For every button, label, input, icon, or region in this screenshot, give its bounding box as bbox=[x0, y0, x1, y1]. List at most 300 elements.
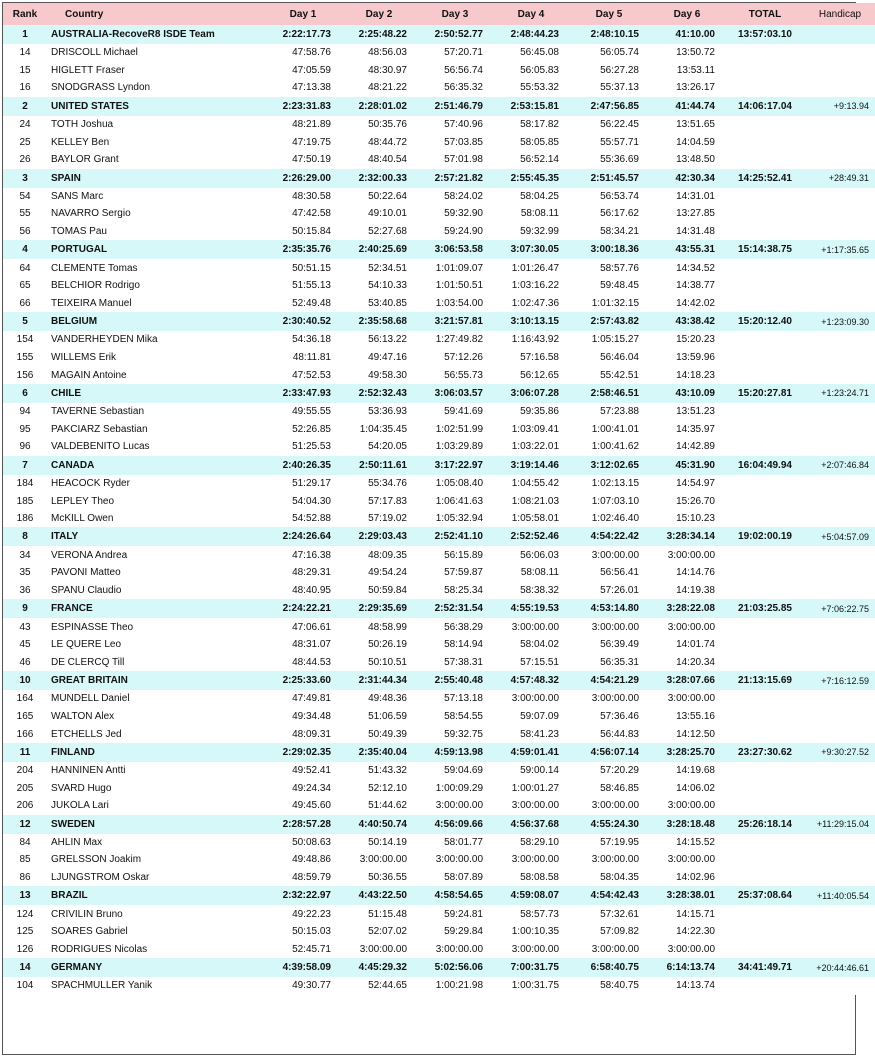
rider-name: CLEMENTE Tomas bbox=[47, 259, 265, 277]
rider-day-6: 15:20.23 bbox=[649, 331, 725, 349]
team-day-1: 2:28:57.28 bbox=[265, 815, 341, 834]
rider-day-1: 50:15.03 bbox=[265, 923, 341, 941]
rider-handicap bbox=[805, 923, 875, 941]
rider-day-2: 48:09.35 bbox=[341, 546, 417, 564]
team-row bbox=[3, 671, 875, 690]
rider-total bbox=[725, 366, 805, 384]
rider-day-6: 14:19.38 bbox=[649, 582, 725, 600]
rider-day-4: 1:05:58.01 bbox=[493, 510, 569, 528]
team-handicap bbox=[805, 25, 875, 44]
team-total: 21:13:15.69 bbox=[725, 671, 805, 690]
rider-day-2: 48:56.03 bbox=[341, 44, 417, 62]
rider-handicap bbox=[805, 779, 875, 797]
rider-number: 36 bbox=[3, 582, 47, 600]
team-day-5: 4:53:14.80 bbox=[569, 599, 649, 618]
rider-name: RODRIGUES Nicolas bbox=[47, 941, 265, 959]
rider-name: SPACHMULLER Yanik bbox=[47, 977, 265, 995]
header-day-4: Day 4 bbox=[493, 3, 569, 25]
rider-day-3: 58:01.77 bbox=[417, 834, 493, 852]
rider-total bbox=[725, 62, 805, 80]
rider-number: 164 bbox=[3, 690, 47, 708]
rider-total bbox=[725, 349, 805, 367]
team-handicap: +9:13.94 bbox=[805, 97, 875, 116]
team-handicap: +2:07:46.84 bbox=[805, 456, 875, 475]
team-rank: 6 bbox=[3, 384, 47, 403]
rider-day-1: 49:45.60 bbox=[265, 797, 341, 815]
rider-day-2: 53:36.93 bbox=[341, 403, 417, 421]
rider-total bbox=[725, 653, 805, 671]
rider-number: 104 bbox=[3, 977, 47, 995]
rider-day-3: 59:32.90 bbox=[417, 205, 493, 223]
rider-total bbox=[725, 797, 805, 815]
team-day-3: 4:58:54.65 bbox=[417, 886, 493, 905]
rider-day-1: 51:55.13 bbox=[265, 277, 341, 295]
team-rank: 12 bbox=[3, 815, 47, 834]
rider-row bbox=[3, 564, 875, 582]
team-row bbox=[3, 97, 875, 116]
team-day-4: 7:00:31.75 bbox=[493, 958, 569, 977]
rider-day-4: 55:53.32 bbox=[493, 79, 569, 97]
rider-handicap bbox=[805, 797, 875, 815]
rider-number: 16 bbox=[3, 79, 47, 97]
rider-day-6: 14:04.59 bbox=[649, 133, 725, 151]
rider-day-2: 52:12.10 bbox=[341, 779, 417, 797]
rider-day-2: 49:10.01 bbox=[341, 205, 417, 223]
rider-row bbox=[3, 475, 875, 493]
team-rank: 1 bbox=[3, 25, 47, 44]
team-day-4: 2:52:52.46 bbox=[493, 527, 569, 546]
rider-day-3: 1:00:21.98 bbox=[417, 977, 493, 995]
rider-day-2: 48:44.72 bbox=[341, 133, 417, 151]
rider-handicap bbox=[805, 851, 875, 869]
rider-day-1: 48:29.31 bbox=[265, 564, 341, 582]
rider-day-6: 3:00:00.00 bbox=[649, 618, 725, 636]
rider-day-3: 59:24.90 bbox=[417, 223, 493, 241]
rider-day-4: 1:16:43.92 bbox=[493, 331, 569, 349]
rider-handicap bbox=[805, 133, 875, 151]
team-day-1: 2:25:33.60 bbox=[265, 671, 341, 690]
team-total: 34:41:49.71 bbox=[725, 958, 805, 977]
rider-row bbox=[3, 510, 875, 528]
team-total: 25:26:18.14 bbox=[725, 815, 805, 834]
rider-total bbox=[725, 492, 805, 510]
team-day-2: 2:25:48.22 bbox=[341, 25, 417, 44]
rider-total bbox=[725, 295, 805, 313]
team-day-2: 2:50:11.61 bbox=[341, 456, 417, 475]
rider-row bbox=[3, 205, 875, 223]
rider-handicap bbox=[805, 403, 875, 421]
team-day-5: 2:58:46.51 bbox=[569, 384, 649, 403]
rider-day-2: 52:27.68 bbox=[341, 223, 417, 241]
rider-total bbox=[725, 618, 805, 636]
rider-handicap bbox=[805, 349, 875, 367]
rider-name: BELCHIOR Rodrigo bbox=[47, 277, 265, 295]
rider-day-6: 3:00:00.00 bbox=[649, 851, 725, 869]
team-total: 19:02:00.19 bbox=[725, 527, 805, 546]
rider-day-3: 58:54.55 bbox=[417, 708, 493, 726]
rider-day-4: 58:41.23 bbox=[493, 725, 569, 743]
rider-day-4: 1:00:31.75 bbox=[493, 977, 569, 995]
header-day-2: Day 2 bbox=[341, 3, 417, 25]
rider-day-5: 57:09.82 bbox=[569, 923, 649, 941]
rider-day-5: 55:36.69 bbox=[569, 151, 649, 169]
rider-day-3: 56:56.74 bbox=[417, 62, 493, 80]
rider-day-4: 1:04:55.42 bbox=[493, 475, 569, 493]
rider-name: SNODGRASS Lyndon bbox=[47, 79, 265, 97]
team-day-6: 43:38.42 bbox=[649, 312, 725, 331]
rider-handicap bbox=[805, 475, 875, 493]
rider-day-3: 57:59.87 bbox=[417, 564, 493, 582]
rider-day-1: 49:30.77 bbox=[265, 977, 341, 995]
team-handicap: +1:23:24.71 bbox=[805, 384, 875, 403]
rider-name: VERONA Andrea bbox=[47, 546, 265, 564]
rider-day-2: 57:19.02 bbox=[341, 510, 417, 528]
rider-day-5: 55:37.13 bbox=[569, 79, 649, 97]
rider-day-4: 3:00:00.00 bbox=[493, 851, 569, 869]
rider-row bbox=[3, 295, 875, 313]
rider-day-4: 1:03:09.41 bbox=[493, 421, 569, 439]
rider-day-4: 58:57.73 bbox=[493, 905, 569, 923]
team-day-6: 3:28:34.14 bbox=[649, 527, 725, 546]
rider-day-1: 47:50.19 bbox=[265, 151, 341, 169]
rider-day-3: 56:55.73 bbox=[417, 366, 493, 384]
team-day-2: 2:28:01.02 bbox=[341, 97, 417, 116]
team-day-2: 2:31:44.34 bbox=[341, 671, 417, 690]
rider-day-6: 13:26.17 bbox=[649, 79, 725, 97]
rider-day-2: 57:17.83 bbox=[341, 492, 417, 510]
rider-day-6: 3:00:00.00 bbox=[649, 941, 725, 959]
rider-number: 126 bbox=[3, 941, 47, 959]
rider-handicap bbox=[805, 223, 875, 241]
rider-number: 56 bbox=[3, 223, 47, 241]
team-day-2: 2:35:40.04 bbox=[341, 743, 417, 762]
team-day-3: 3:06:03.57 bbox=[417, 384, 493, 403]
rider-day-4: 58:08.11 bbox=[493, 564, 569, 582]
rider-day-4: 58:04.02 bbox=[493, 636, 569, 654]
team-day-3: 2:55:40.48 bbox=[417, 671, 493, 690]
results-table-frame bbox=[2, 2, 869, 1055]
rider-day-2: 52:34.51 bbox=[341, 259, 417, 277]
rider-day-3: 57:03.85 bbox=[417, 133, 493, 151]
rider-total bbox=[725, 941, 805, 959]
rider-handicap bbox=[805, 905, 875, 923]
team-day-5: 4:56:07.14 bbox=[569, 743, 649, 762]
team-day-1: 2:22:17.73 bbox=[265, 25, 341, 44]
rider-day-3: 1:03:54.00 bbox=[417, 295, 493, 313]
rider-number: 96 bbox=[3, 438, 47, 456]
team-rank: 7 bbox=[3, 456, 47, 475]
rider-total bbox=[725, 725, 805, 743]
rider-number: 94 bbox=[3, 403, 47, 421]
team-rank: 14 bbox=[3, 958, 47, 977]
rider-total bbox=[725, 851, 805, 869]
rider-number: 184 bbox=[3, 475, 47, 493]
rider-day-6: 13:59.96 bbox=[649, 349, 725, 367]
team-country: PORTUGAL bbox=[47, 240, 265, 259]
rider-day-2: 48:21.22 bbox=[341, 79, 417, 97]
team-day-3: 2:57:21.82 bbox=[417, 169, 493, 188]
rider-row bbox=[3, 492, 875, 510]
rider-day-2: 54:20.05 bbox=[341, 438, 417, 456]
team-day-6: 3:28:18.48 bbox=[649, 815, 725, 834]
rider-number: 205 bbox=[3, 779, 47, 797]
rider-day-3: 57:20.71 bbox=[417, 44, 493, 62]
rider-handicap bbox=[805, 259, 875, 277]
team-rank: 2 bbox=[3, 97, 47, 116]
team-day-2: 2:32:00.33 bbox=[341, 169, 417, 188]
rider-total bbox=[725, 331, 805, 349]
rider-handicap bbox=[805, 277, 875, 295]
team-day-6: 41:10.00 bbox=[649, 25, 725, 44]
rider-name: KELLEY Ben bbox=[47, 133, 265, 151]
team-row bbox=[3, 958, 875, 977]
rider-number: 64 bbox=[3, 259, 47, 277]
rider-day-4: 1:00:01.27 bbox=[493, 779, 569, 797]
rider-day-2: 50:35.76 bbox=[341, 116, 417, 134]
team-day-2: 2:29:35.69 bbox=[341, 599, 417, 618]
rider-total bbox=[725, 708, 805, 726]
rider-day-4: 1:00:10.35 bbox=[493, 923, 569, 941]
rider-number: 154 bbox=[3, 331, 47, 349]
rider-day-5: 1:00:41.62 bbox=[569, 438, 649, 456]
rider-day-2: 52:07.02 bbox=[341, 923, 417, 941]
rider-day-4: 59:00.14 bbox=[493, 762, 569, 780]
rider-handicap bbox=[805, 421, 875, 439]
rider-number: 95 bbox=[3, 421, 47, 439]
rider-handicap bbox=[805, 116, 875, 134]
rider-number: 185 bbox=[3, 492, 47, 510]
rider-day-1: 47:42.58 bbox=[265, 205, 341, 223]
rider-day-5: 56:27.28 bbox=[569, 62, 649, 80]
rider-day-6: 14:31.48 bbox=[649, 223, 725, 241]
rider-day-6: 14:01.74 bbox=[649, 636, 725, 654]
rider-number: 54 bbox=[3, 188, 47, 206]
rider-day-1: 47:06.61 bbox=[265, 618, 341, 636]
team-day-5: 6:58:40.75 bbox=[569, 958, 649, 977]
rider-day-3: 1:27:49.82 bbox=[417, 331, 493, 349]
rider-number: 35 bbox=[3, 564, 47, 582]
rider-day-2: 51:43.32 bbox=[341, 762, 417, 780]
team-row bbox=[3, 384, 875, 403]
team-day-4: 3:07:30.05 bbox=[493, 240, 569, 259]
rider-name: ESPINASSE Theo bbox=[47, 618, 265, 636]
team-day-5: 3:00:18.36 bbox=[569, 240, 649, 259]
rider-day-5: 56:46.04 bbox=[569, 349, 649, 367]
rider-total bbox=[725, 223, 805, 241]
rider-day-5: 58:34.21 bbox=[569, 223, 649, 241]
team-day-2: 2:40:25.69 bbox=[341, 240, 417, 259]
rider-day-4: 3:00:00.00 bbox=[493, 797, 569, 815]
rider-total bbox=[725, 116, 805, 134]
team-day-6: 3:28:38.01 bbox=[649, 886, 725, 905]
team-day-4: 4:57:48.32 bbox=[493, 671, 569, 690]
rider-row bbox=[3, 725, 875, 743]
rider-day-3: 3:00:00.00 bbox=[417, 941, 493, 959]
team-day-5: 4:54:22.42 bbox=[569, 527, 649, 546]
rider-day-2: 51:15.48 bbox=[341, 905, 417, 923]
rider-name: CRIVILIN Bruno bbox=[47, 905, 265, 923]
header-country: Country bbox=[47, 3, 265, 25]
rider-day-5: 1:07:03.10 bbox=[569, 492, 649, 510]
rider-day-1: 48:31.07 bbox=[265, 636, 341, 654]
rider-row bbox=[3, 851, 875, 869]
rider-day-3: 59:41.69 bbox=[417, 403, 493, 421]
team-day-2: 2:29:03.43 bbox=[341, 527, 417, 546]
rider-day-6: 13:55.16 bbox=[649, 708, 725, 726]
team-day-3: 3:21:57.81 bbox=[417, 312, 493, 331]
rider-number: 65 bbox=[3, 277, 47, 295]
rider-number: 166 bbox=[3, 725, 47, 743]
rider-day-6: 13:51.65 bbox=[649, 116, 725, 134]
team-day-3: 3:17:22.97 bbox=[417, 456, 493, 475]
team-day-6: 43:10.09 bbox=[649, 384, 725, 403]
team-row bbox=[3, 25, 875, 44]
rider-day-1: 52:49.48 bbox=[265, 295, 341, 313]
rider-day-5: 3:00:00.00 bbox=[569, 851, 649, 869]
rider-day-5: 57:20.29 bbox=[569, 762, 649, 780]
rider-day-2: 52:44.65 bbox=[341, 977, 417, 995]
rider-day-3: 3:00:00.00 bbox=[417, 797, 493, 815]
rider-handicap bbox=[805, 941, 875, 959]
team-total: 13:57:03.10 bbox=[725, 25, 805, 44]
rider-number: 14 bbox=[3, 44, 47, 62]
rider-number: 45 bbox=[3, 636, 47, 654]
rider-day-1: 47:16.38 bbox=[265, 546, 341, 564]
rider-row bbox=[3, 223, 875, 241]
header-day-6: Day 6 bbox=[649, 3, 725, 25]
team-country: CANADA bbox=[47, 456, 265, 475]
rider-day-3: 58:24.02 bbox=[417, 188, 493, 206]
rider-name: SOARES Gabriel bbox=[47, 923, 265, 941]
team-day-6: 41:44.74 bbox=[649, 97, 725, 116]
team-day-6: 6:14:13.74 bbox=[649, 958, 725, 977]
team-day-4: 2:53:15.81 bbox=[493, 97, 569, 116]
rider-day-3: 3:00:00.00 bbox=[417, 851, 493, 869]
team-day-6: 43:55.31 bbox=[649, 240, 725, 259]
rider-day-1: 48:21.89 bbox=[265, 116, 341, 134]
rider-number: 206 bbox=[3, 797, 47, 815]
team-rank: 13 bbox=[3, 886, 47, 905]
team-row bbox=[3, 169, 875, 188]
rider-row bbox=[3, 582, 875, 600]
rider-number: 84 bbox=[3, 834, 47, 852]
rider-total bbox=[725, 546, 805, 564]
team-day-3: 5:02:56.06 bbox=[417, 958, 493, 977]
rider-handicap bbox=[805, 151, 875, 169]
team-rank: 8 bbox=[3, 527, 47, 546]
rider-number: 43 bbox=[3, 618, 47, 636]
rider-day-5: 3:00:00.00 bbox=[569, 941, 649, 959]
rider-day-1: 47:49.81 bbox=[265, 690, 341, 708]
team-total: 15:20:12.40 bbox=[725, 312, 805, 331]
rider-row bbox=[3, 259, 875, 277]
rider-total bbox=[725, 690, 805, 708]
rider-number: 125 bbox=[3, 923, 47, 941]
rider-day-6: 3:00:00.00 bbox=[649, 797, 725, 815]
rider-handicap bbox=[805, 582, 875, 600]
rider-total bbox=[725, 277, 805, 295]
results-table bbox=[3, 3, 875, 995]
rider-day-6: 14:15.71 bbox=[649, 905, 725, 923]
rider-day-6: 3:00:00.00 bbox=[649, 546, 725, 564]
rider-handicap bbox=[805, 725, 875, 743]
rider-day-3: 58:25.34 bbox=[417, 582, 493, 600]
rider-handicap bbox=[805, 510, 875, 528]
team-row bbox=[3, 527, 875, 546]
rider-day-2: 51:44.62 bbox=[341, 797, 417, 815]
rider-day-5: 56:22.45 bbox=[569, 116, 649, 134]
rider-day-4: 59:32.99 bbox=[493, 223, 569, 241]
rider-day-1: 47:52.53 bbox=[265, 366, 341, 384]
rider-name: GRELSSON Joakim bbox=[47, 851, 265, 869]
team-row bbox=[3, 456, 875, 475]
rider-handicap bbox=[805, 618, 875, 636]
team-day-1: 2:24:26.64 bbox=[265, 527, 341, 546]
rider-total bbox=[725, 762, 805, 780]
team-total: 16:04:49.94 bbox=[725, 456, 805, 475]
rider-day-3: 57:38.31 bbox=[417, 653, 493, 671]
rider-day-5: 1:02:46.40 bbox=[569, 510, 649, 528]
rider-day-3: 1:06:41.63 bbox=[417, 492, 493, 510]
rider-row bbox=[3, 331, 875, 349]
rider-day-6: 14:12.50 bbox=[649, 725, 725, 743]
rider-total bbox=[725, 510, 805, 528]
rider-day-6: 13:50.72 bbox=[649, 44, 725, 62]
rider-day-4: 59:35.86 bbox=[493, 403, 569, 421]
rider-day-1: 49:24.34 bbox=[265, 779, 341, 797]
rider-day-2: 50:59.84 bbox=[341, 582, 417, 600]
rider-day-4: 56:45.08 bbox=[493, 44, 569, 62]
rider-number: 25 bbox=[3, 133, 47, 151]
rider-day-2: 3:00:00.00 bbox=[341, 941, 417, 959]
team-day-3: 3:06:53.58 bbox=[417, 240, 493, 259]
team-country: SPAIN bbox=[47, 169, 265, 188]
rider-day-6: 14:13.74 bbox=[649, 977, 725, 995]
team-day-5: 2:48:10.15 bbox=[569, 25, 649, 44]
team-rank: 11 bbox=[3, 743, 47, 762]
team-row bbox=[3, 743, 875, 762]
rider-number: 66 bbox=[3, 295, 47, 313]
rider-day-3: 57:40.96 bbox=[417, 116, 493, 134]
team-rank: 3 bbox=[3, 169, 47, 188]
rider-total bbox=[725, 438, 805, 456]
rider-handicap bbox=[805, 295, 875, 313]
team-handicap: +11:29:15.04 bbox=[805, 815, 875, 834]
team-country: GREAT BRITAIN bbox=[47, 671, 265, 690]
team-total: 23:27:30.62 bbox=[725, 743, 805, 762]
rider-total bbox=[725, 636, 805, 654]
team-day-5: 2:51:45.57 bbox=[569, 169, 649, 188]
header-rank: Rank bbox=[3, 3, 47, 25]
team-handicap: +7:16:12.59 bbox=[805, 671, 875, 690]
rider-day-2: 55:34.76 bbox=[341, 475, 417, 493]
rider-day-1: 54:04.30 bbox=[265, 492, 341, 510]
rider-day-2: 56:13.22 bbox=[341, 331, 417, 349]
rider-day-3: 59:32.75 bbox=[417, 725, 493, 743]
team-day-5: 2:57:43.82 bbox=[569, 312, 649, 331]
team-day-4: 2:48:44.23 bbox=[493, 25, 569, 44]
rider-day-2: 50:49.39 bbox=[341, 725, 417, 743]
header-day-1: Day 1 bbox=[265, 3, 341, 25]
rider-name: PAVONI Matteo bbox=[47, 564, 265, 582]
team-day-1: 2:40:26.35 bbox=[265, 456, 341, 475]
rider-number: 155 bbox=[3, 349, 47, 367]
team-handicap: +5:04:57.09 bbox=[805, 527, 875, 546]
rider-day-3: 57:01.98 bbox=[417, 151, 493, 169]
team-country: AUSTRALIA-RecoveR8 ISDE Team bbox=[47, 25, 265, 44]
rider-total bbox=[725, 582, 805, 600]
team-day-1: 2:35:35.76 bbox=[265, 240, 341, 259]
